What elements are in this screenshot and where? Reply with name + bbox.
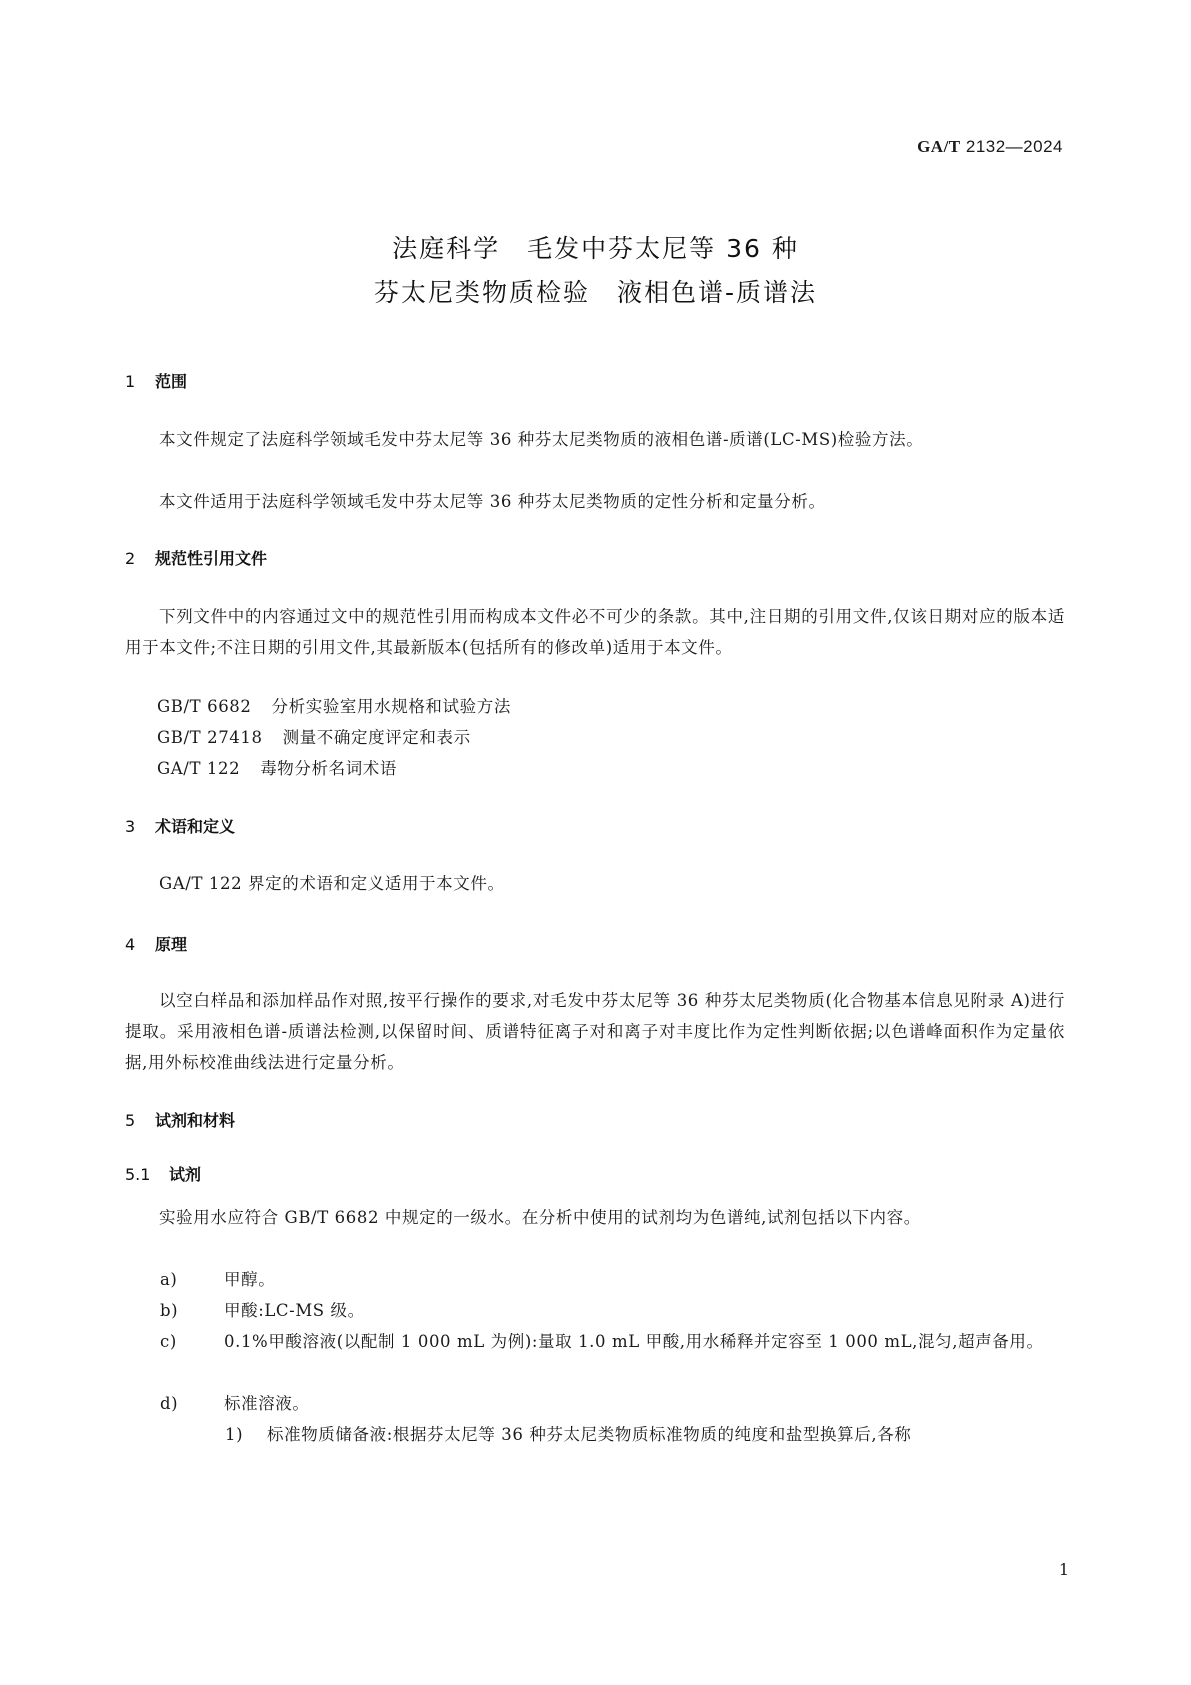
document-title-line1: 法庭科学 毛发中芬太尼等 36 种 [392, 234, 799, 263]
list-item [160, 1295, 1065, 1326]
list-marker: b) [160, 1301, 179, 1320]
reference-item [157, 755, 397, 779]
subsection-heading-reagents [125, 1162, 201, 1185]
section-number: 4 [125, 935, 136, 954]
principle-paragraph: 以空白样品和添加样品作对照,按平行操作的要求,对毛发中芬太尼等 36 种芬太尼类物质(化合物基本信息见附录 A)进行提取。采用液相色谱-质谱法检测,以保留时间、质谱特征离子对和离子对丰度比作为定性判断依据;以色谱峰面积作为定量依据,用外标校准曲线法进行定量分析。 [125, 991, 1065, 1072]
subsection-title: 试剂 [169, 1165, 202, 1184]
section-title: 范围 [155, 372, 188, 391]
list-text: 0.1%甲酸溶液(以配制 1 000 mL 为例):量取 1.0 mL 甲酸,用水稀释并定容至 1 000 mL,混匀,超声备用。 [224, 1332, 1044, 1351]
section-number: 3 [125, 817, 136, 836]
scope-paragraph-2: 本文件适用于法庭科学领域毛发中芬太尼等 36 种芬太尼类物质的定性分析和定量分析。 [159, 492, 826, 511]
list-item [160, 1264, 1065, 1295]
section-heading-normative-references [125, 546, 267, 569]
reference-title: 毒物分析名词术语 [260, 759, 398, 778]
list-marker: c) [160, 1332, 177, 1351]
list-marker: 1) [225, 1425, 244, 1444]
section-title: 原理 [155, 935, 188, 954]
section-heading-reagents-materials [125, 1108, 235, 1131]
reference-code: GB/T 27418 [157, 728, 263, 747]
subsection-number: 5.1 [125, 1165, 151, 1184]
page-number: 1 [1058, 1560, 1069, 1579]
reference-item [157, 724, 471, 748]
reference-title: 分析实验室用水规格和试验方法 [271, 697, 511, 716]
section-title: 规范性引用文件 [155, 549, 268, 568]
standard-prefix: GA/T [917, 137, 961, 156]
standard-code: 2132—2024 [965, 137, 1063, 156]
list-marker: d) [160, 1394, 179, 1413]
reference-code: GA/T 122 [157, 759, 241, 778]
list-text: 甲酸:LC-MS 级。 [224, 1301, 365, 1320]
terms-paragraph: GA/T 122 界定的术语和定义适用于本文件。 [159, 874, 505, 893]
reference-code: GB/T 6682 [157, 697, 252, 716]
list-marker: a) [160, 1270, 178, 1289]
list-item [160, 1388, 1065, 1419]
section-heading-terms [125, 814, 235, 837]
reference-title: 测量不确定度评定和表示 [282, 728, 471, 747]
references-intro-paragraph: 下列文件中的内容通过文中的规范性引用而构成本文件必不可少的条款。其中,注日期的引用文件,仅该日期对应的版本适用于本文件;不注日期的引用文件,其最新版本(包括所有的修改单)适用于本文件。 [125, 607, 1065, 657]
section-heading-scope [125, 369, 187, 392]
list-text: 甲醇。 [224, 1270, 276, 1289]
scope-paragraph-1: 本文件规定了法庭科学领域毛发中芬太尼等 36 种芬太尼类物质的液相色谱-质谱(LC-MS)检验方法。 [159, 430, 924, 449]
reference-item [157, 693, 511, 717]
list-item [160, 1326, 1065, 1357]
standard-number [917, 137, 1063, 157]
section-title: 试剂和材料 [155, 1111, 236, 1130]
section-title: 术语和定义 [155, 817, 236, 836]
section-number: 5 [125, 1111, 136, 1130]
section-number: 2 [125, 549, 136, 568]
list-text: 标准溶液。 [224, 1394, 310, 1413]
section-heading-principle [125, 932, 187, 955]
list-text: 标准物质储备液:根据芬太尼等 36 种芬太尼类物质标准物质的纯度和盐型换算后,各称 [267, 1425, 912, 1444]
document-title-line2: 芬太尼类物质检验 液相色谱-质谱法 [373, 278, 818, 307]
section-number: 1 [125, 372, 136, 391]
reagents-intro-paragraph: 实验用水应符合 GB/T 6682 中规定的一级水。在分析中使用的试剂均为色谱纯,试剂包括以下内容。 [159, 1208, 921, 1227]
sub-list-item [225, 1419, 1065, 1450]
